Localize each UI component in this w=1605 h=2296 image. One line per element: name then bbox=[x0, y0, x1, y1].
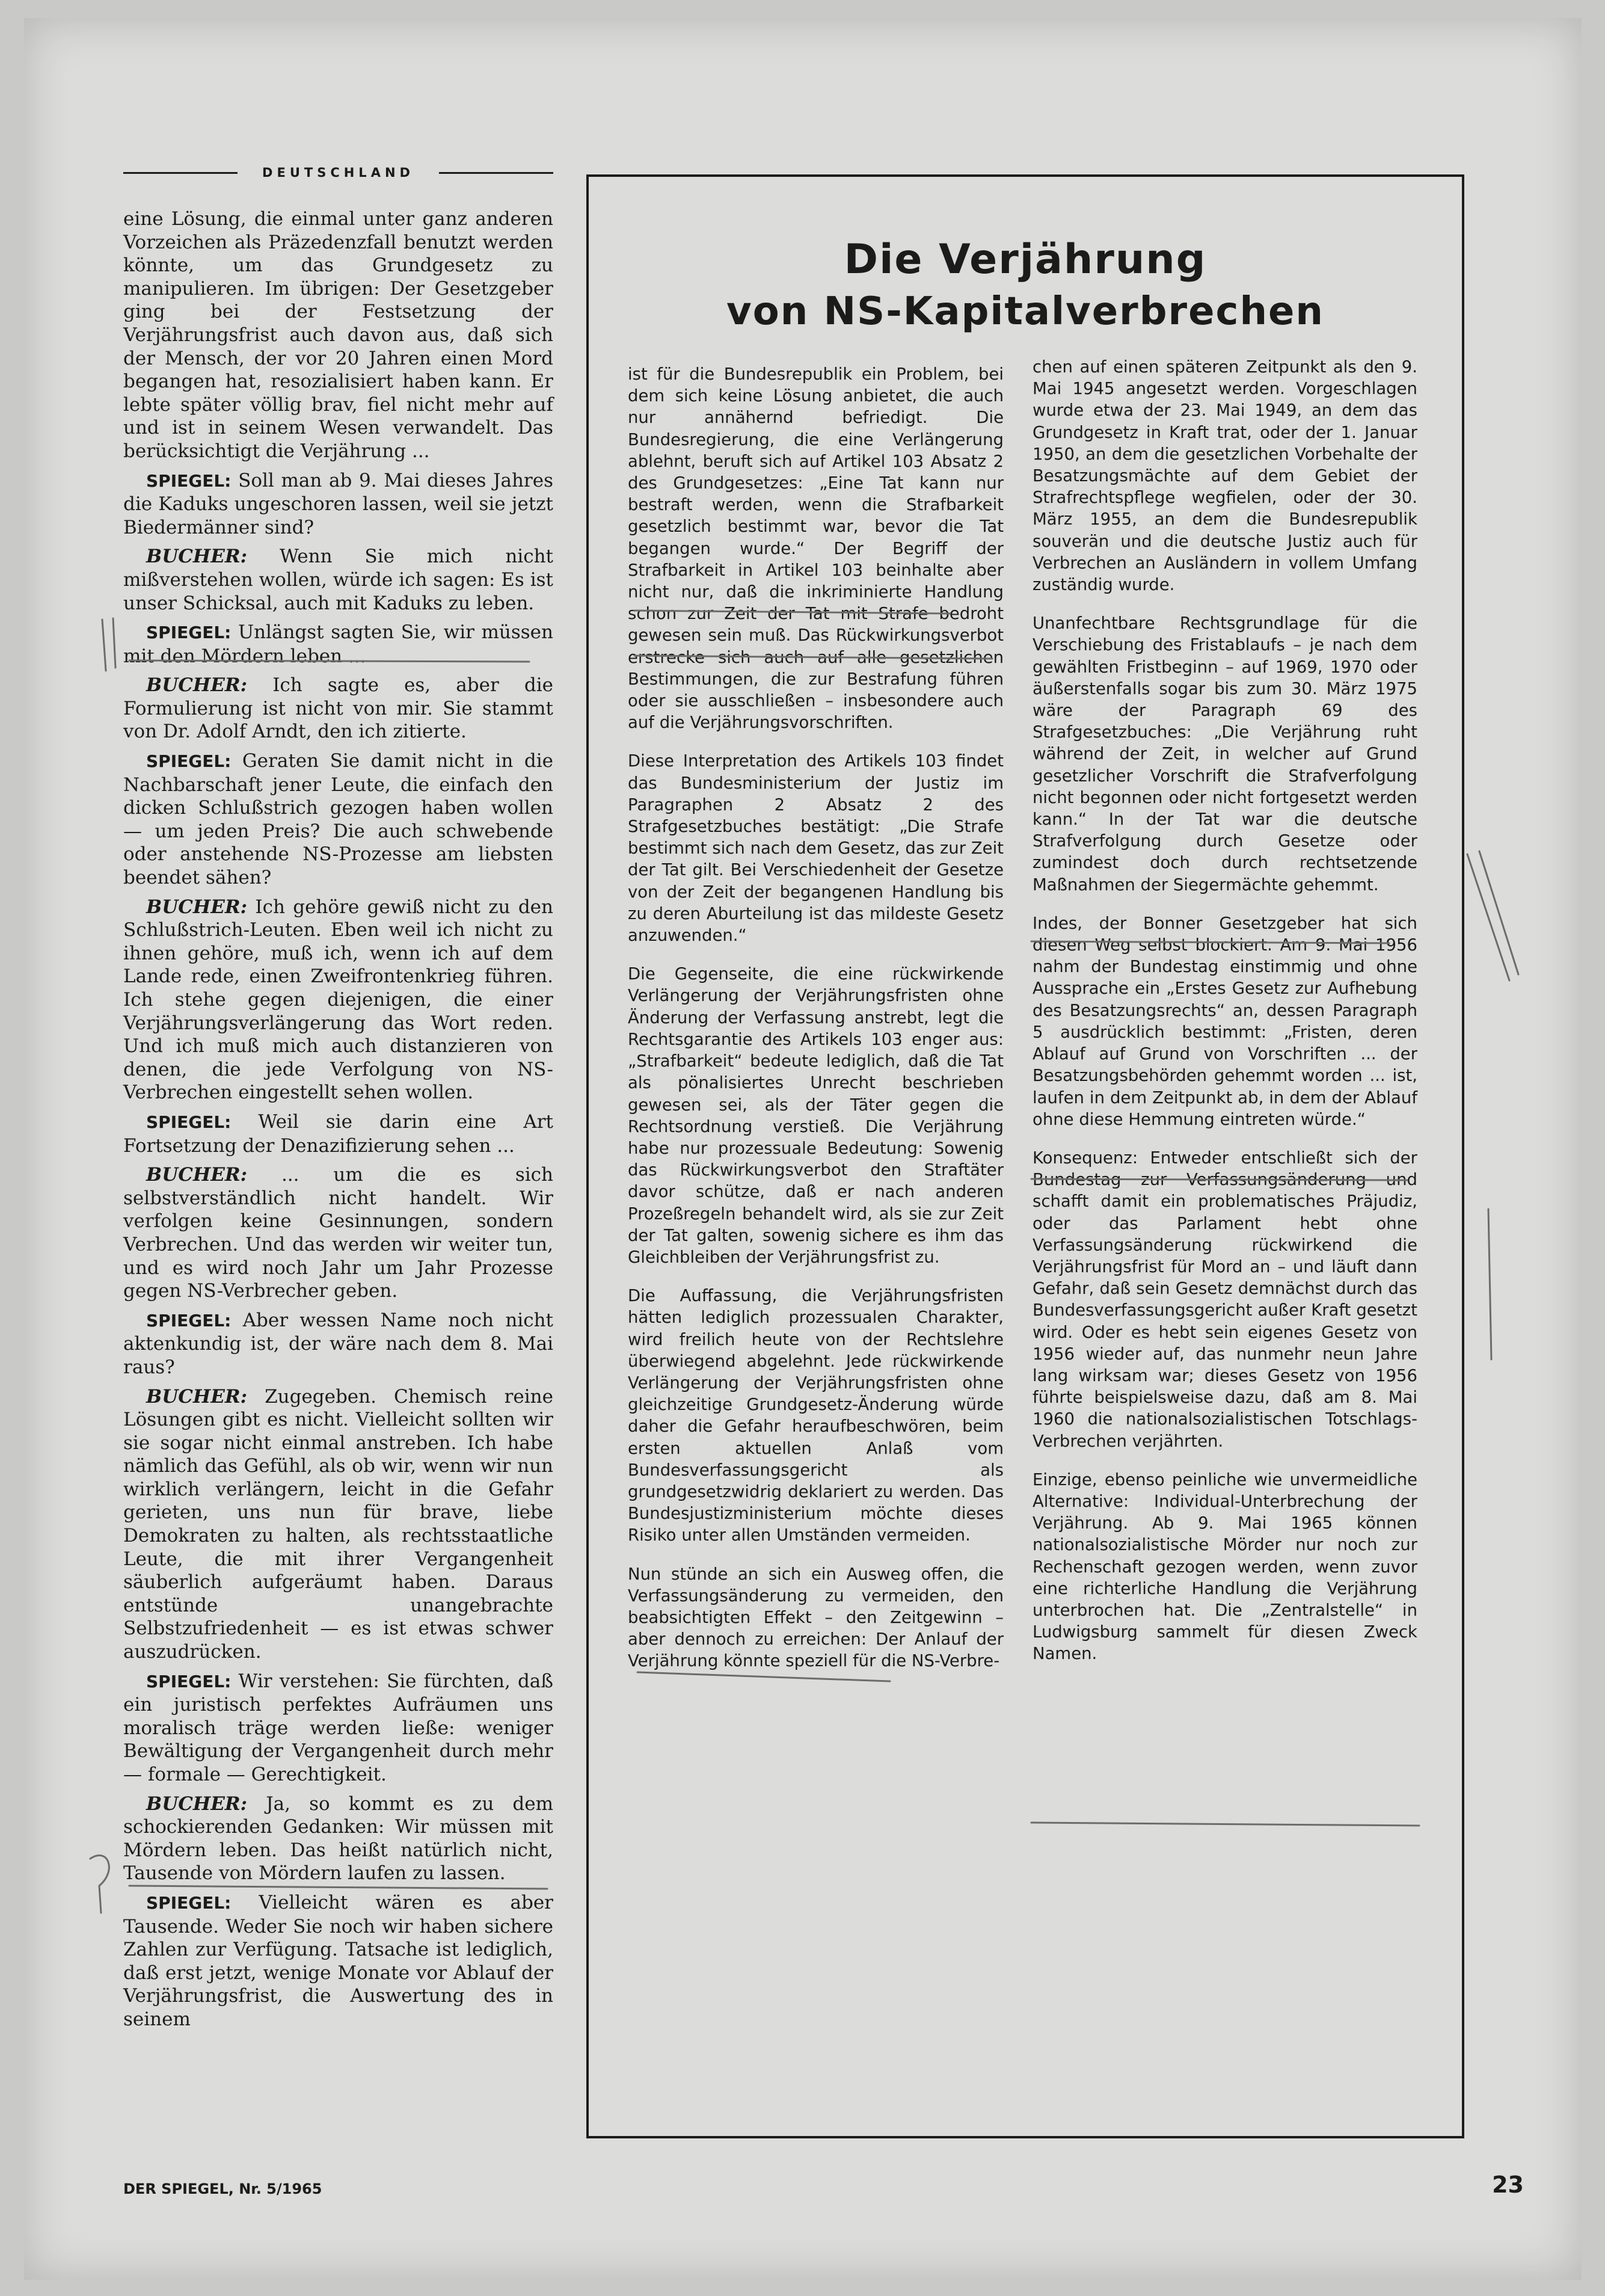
paragraph-text: Weil sie darin eine Art Fortsetzung der Denazifizierung sehen ... bbox=[123, 1110, 553, 1157]
box-title-line-1: Die Verjährung bbox=[844, 236, 1207, 283]
paragraph-text: Ich sagte es, aber die Formulierung ist nicht von mir. Sie stammt von Dr. Adolf Arndt, den ich zitierte. bbox=[123, 674, 554, 743]
speaker-label: SPIEGEL: bbox=[146, 1892, 232, 1913]
speaker-label: SPIEGEL: bbox=[146, 623, 232, 643]
paragraph-text: Wenn Sie mich nicht mißverstehen wollen, würde ich sagen: Es ist unser Schicksal, auch mit Kaduks zu leben. bbox=[123, 546, 553, 614]
header-rule-right bbox=[439, 172, 553, 174]
interview-column bbox=[123, 208, 553, 2037]
box-paragraph: Die Auffassung, die Verjährungsfristen hätten lediglich prozessualen Charakter, wird freilich heute von der Rechtslehre überwiegend abgelehnt. Jede rückwirkende Verlängerung der Verjährungsfristen ohne gleichzeitige Grundgesetz-Änderung würde daher die Gefahr heraufbeschwören, beim ersten aktuellen Anlaß vom Bundesverfassungsgericht als grundgesetzwidrig deklariert zu werden. Das Bundesjustizministerium möchte dieses Risiko unter allen Umständen vermeiden. bbox=[628, 1286, 1004, 1545]
interview-paragraph bbox=[123, 1163, 553, 1303]
interview-paragraph bbox=[123, 208, 553, 463]
box-paragraph: Unanfechtbare Rechtsgrundlage für die Verschiebung des Fristablaufs – je nach dem gewählten Fristbeginn – auf 1969, 1970 oder äußerstenfalls sogar bis zum 30. März 1975 wäre der Paragraph 69 des Strafgesetzbuches: „Die Verjährung ruht während der Zeit, in welcher auf Grund gesetzlicher Vorschrift die Strafverfolgung nicht begonnen oder nicht fortgesetzt werden kann.“ In der Tat war die deutsche Strafverfolgung durch Gesetze oder zumindest doch durch rechtsetzende Maßnahmen der Siegermächte gehemmt. bbox=[1033, 614, 1417, 894]
speaker-label: BUCHER: bbox=[146, 674, 248, 697]
interview-paragraph bbox=[123, 1670, 553, 1787]
paragraph-text: Vielleicht wären es aber Tausende. Weder Sie noch wir haben sichere Zahlen zur Verfügung. Tatsache ist lediglich, daß erst jetzt, wenige Monate vor Ablauf der Verjährungsfrist, die Auswertung des in seinem bbox=[123, 1891, 553, 2030]
box-paragraph: ist für die Bundesrepublik ein Problem, bei dem sich keine Lösung anbietet, die auch nur annähernd befriedigt. Die Bundesregierung, die eine Verlängerung ablehnt, beruft sich auf Artikel 103 Absatz 2 des Grundgesetzes: „Eine Tat kann nur bestraft werden, wenn die Strafbarkeit gesetzlich bestimmt war, bevor die Tat begangen wurde.“ Der Begriff der Strafbarkeit in Artikel 103 beinhalte aber nicht nur, daß die inkriminierte Handlung schon zur Zeit der Tat mit Strafe bedroht gewesen sein muß. Das Rückwirkungsverbot erstrecke sich auch auf alle gesetzlichen Bestimmungen, die zur Bestrafung führen oder sie ausschließen – insbesondere auch auf die Verjährungsvorschriften. bbox=[628, 365, 1004, 733]
box-paragraph: Die Gegenseite, die eine rückwirkende Verlängerung der Verjährungsfristen ohne Änderung der Verfassung anstrebt, legt die Rechtsgarantie des Artikels 103 enger aus: „Strafbarkeit“ bedeute lediglich, daß die Tat als pönalisiertes Unrecht beschrieben gewesen sei, als der Täter gegen die Rechtsordnung verstieß. Die Verjährung habe nur prozessuale Bedeutung: Sowenig das Rückwirkungsverbot den Straftäter davor schütze, daß er nach anderen Prozeßregeln behandelt wird, als sie zur Zeit der Tat galten, sowenig sichere es ihm das Gleichbleiben der Verjährungsfrist zu. bbox=[628, 964, 1004, 1267]
interview-paragraph bbox=[123, 1793, 553, 1885]
paragraph-text: ... um die es sich selbstverständlich nicht handelt. Wir verfolgen keine Gesinnungen, sondern Verbrechen. Und das werden wir weiter tun, und es wird noch Jahr um Jahr Prozesse gegen NS-Verbrecher geben. bbox=[123, 1164, 553, 1302]
speaker-label: SPIEGEL: bbox=[146, 1671, 232, 1691]
paragraph-text: Wir verstehen: Sie fürchten, daß ein juristisch perfektes Aufräumen uns moralisch träge werden ließe: weniger Bewältigung der Vergangenheit durch mehr — formale — Gerechtigkeit. bbox=[123, 1670, 553, 1785]
speaker-label: SPIEGEL: bbox=[146, 751, 232, 772]
section-label: DEUTSCHLAND bbox=[262, 165, 414, 180]
box-column-2 bbox=[1033, 356, 1417, 1682]
info-box bbox=[586, 174, 1464, 2138]
speaker-label: SPIEGEL: bbox=[146, 1310, 232, 1331]
speaker-label: BUCHER: bbox=[146, 1793, 248, 1815]
interview-paragraph bbox=[123, 1309, 553, 1379]
box-title bbox=[589, 234, 1462, 337]
paragraph-text: Zugegeben. Chemisch reine Lösungen gibt es nicht. Vielleicht sollten wir sie sogar nicht einmal anstreben. Ich habe nämlich das Gefühl, als ob wir, wenn wir nun wirklich verlängern, leicht in die Gefahr gerieten, uns nun für brave, liebe Demokraten zu halten, als rechtsstaatliche Leute, die mit ihrer Vergangenheit säuberlich aufgeräumt haben. Daraus entstünde unangebrachte Selbstzufriedenheit — es ist etwas schwer auszudrücken. bbox=[123, 1385, 553, 1663]
header-rule-left bbox=[123, 172, 238, 174]
box-column-1 bbox=[628, 363, 1004, 1689]
magazine-issue: DER SPIEGEL, Nr. 5/1965 bbox=[123, 2181, 322, 2197]
speaker-label: BUCHER: bbox=[146, 1164, 248, 1186]
interview-paragraph bbox=[123, 896, 553, 1104]
box-paragraph: chen auf einen späteren Zeitpunkt als den 9. Mai 1945 angesetzt werden. Vorgeschlagen wurde etwa der 23. Mai 1949, an dem das Grundgesetz in Kraft trat, oder der 1. Januar 1950, an dem die gesetzlichen Vorbehalte der Besatzungsmächte auf dem Gebiet der Strafrechtspflege wegfielen, oder der 30. März 1955, an dem die Bundesrepublik souverän und die deutsche Justiz auch für Verbrechen an Ausländern in vollem Umfang zuständig wurde. bbox=[1033, 357, 1417, 595]
box-paragraph: Nun stünde an sich ein Ausweg offen, die Verfassungsänderung zu vermeiden, den beabsichtigten Effekt – den Zeitgewinn – aber dennoch zu erreichen: Der Anlauf der Verjährung könnte speziell für die NS-Verbre- bbox=[628, 1564, 1004, 1671]
speaker-label: BUCHER: bbox=[146, 896, 248, 918]
paragraph-text: Ja, so kommt es zu dem schockierenden Gedanken: Wir müssen mit Mördern leben. Das heißt natürlich nicht, Tausende von Mördern laufen zu lassen. bbox=[123, 1793, 553, 1885]
page-number: 23 bbox=[1492, 2171, 1524, 2198]
interview-paragraph bbox=[123, 1891, 553, 2031]
section-header bbox=[123, 165, 553, 180]
paragraph-text: Unlängst sagten Sie, wir müssen mit den Mördern leben ... bbox=[123, 621, 553, 667]
box-paragraph: Diese Interpretation des Artikels 103 findet das Bundesministerium der Justiz im Paragraphen 2 Absatz 2 des Strafgesetzbuches bestätigt: „Die Strafe bestimmt sich nach dem Gesetz, das zur Zeit der Tat gilt. Bei Verschiedenheit der Gesetze von der Zeit der begangenen Handlung bis zu deren Aburteilung ist das mildeste Gesetz anzuwenden.“ bbox=[628, 751, 1004, 946]
interview-paragraph bbox=[123, 1110, 553, 1157]
paragraph-text: eine Lösung, die einmal unter ganz anderen Vorzeichen als Präzedenzfall benutzt werden könnte, um das Grundgesetz zu manipulieren. Im übrigen: Der Gesetzgeber ging bei der Festsetzung der Verjährungsfrist auch davon aus, daß sich der Mensch, der vor 20 Jahren einen Mord begangen hat, resozialisiert haben kann. Er lebte später völlig brav, fiel nicht mehr auf und ist in seinem Wesen verwandelt. Das berücksichtigt die Verjährung ... bbox=[123, 208, 553, 462]
speaker-label: BUCHER: bbox=[146, 1385, 248, 1408]
speaker-label: BUCHER: bbox=[146, 546, 248, 568]
paragraph-text: Soll man ab 9. Mai dieses Jahres die Kaduks ungeschoren lassen, weil sie jetzt Biedermänner sind? bbox=[123, 469, 553, 538]
interview-paragraph bbox=[123, 621, 553, 668]
interview-paragraph bbox=[123, 545, 553, 615]
box-title-line-2: von NS-Kapitalverbrechen bbox=[726, 289, 1324, 334]
interview-paragraph bbox=[123, 674, 553, 743]
interview-paragraph bbox=[123, 749, 553, 890]
box-paragraph: Konsequenz: Entweder entschließt sich der Bundestag zur Verfassungsänderung und schafft damit ein problematisches Präjudiz, oder das Parlament hebt ohne Verfassungsänderung rückwirkend die Verjährungsfrist für Mord an – und läuft dann Gefahr, daß sein Gesetz demnächst durch das Bundesverfassungsgericht außer Kraft gesetzt wird. Oder es hebt sein eigenes Gesetz von 1956 wieder auf, das nunmehr neun Jahre lang wirksam war; dieses Gesetz von 1956 führte beispielsweise dazu, daß am 8. Mai 1960 die nationalsozialistischen Totschlags-Verbrechen verjährten. bbox=[1033, 1148, 1417, 1451]
speaker-label: SPIEGEL: bbox=[146, 1112, 232, 1132]
speaker-label: SPIEGEL: bbox=[146, 470, 232, 491]
box-paragraph: Indes, der Bonner Gesetzgeber hat sich diesen Weg selbst blockiert. Am 9. Mai 1956 nahm der Bundestag einstimmig und ohne Aussprache ein „Erstes Gesetz zur Aufhebung des Besatzungsrechts“ an, dessen Paragraph 5 ausdrücklich bestimmt: „Fristen, deren Ablauf auf Grund von Vorschriften ... der Besatzungsbehörden gehemmt worden ... ist, laufen in dem Zeitpunkt ab, in dem der Ablauf ohne diese Hemmung eintreten würde.“ bbox=[1033, 913, 1417, 1129]
interview-paragraph bbox=[123, 469, 553, 540]
paragraph-text: Ich gehöre gewiß nicht zu den Schlußstrich-Leuten. Eben weil ich nicht zu ihnen gehöre, muß ich, wenn ich auf dem Lande rede, einen Zweifrontenkrieg führen. Ich stehe gegen diejenigen, die einer Verjährungsverlängerung das Wort reden. Und ich muß mich auch distanzieren von denen, die jede Verfolgung von NS-Verbrechen eingestellt sehen wollen. bbox=[123, 896, 553, 1104]
paragraph-text: Aber wessen Name noch nicht aktenkundig ist, der wäre nach dem 8. Mai raus? bbox=[123, 1309, 553, 1378]
box-paragraph: Einzige, ebenso peinliche wie unvermeidliche Alternative: Individual-Unterbrechung der Verjährung. Ab 9. Mai 1965 können nationalsozialistische Mörder nur noch zur Rechenschaft gezogen werden, wenn zuvor eine richterliche Handlung die Verjährung unterbrochen hat. Die „Zentralstelle“ in Ludwigsburg sammelt für diesen Zweck Namen. bbox=[1033, 1470, 1417, 1664]
paragraph-text: Geraten Sie damit nicht in die Nachbarschaft jener Leute, die einfach den dicken Schlußstrich gezogen haben wollen — um jeden Preis? Die auch schwebende oder anstehende NS-Prozesse am liebsten beendet sähen? bbox=[123, 750, 553, 889]
interview-paragraph bbox=[123, 1385, 553, 1664]
